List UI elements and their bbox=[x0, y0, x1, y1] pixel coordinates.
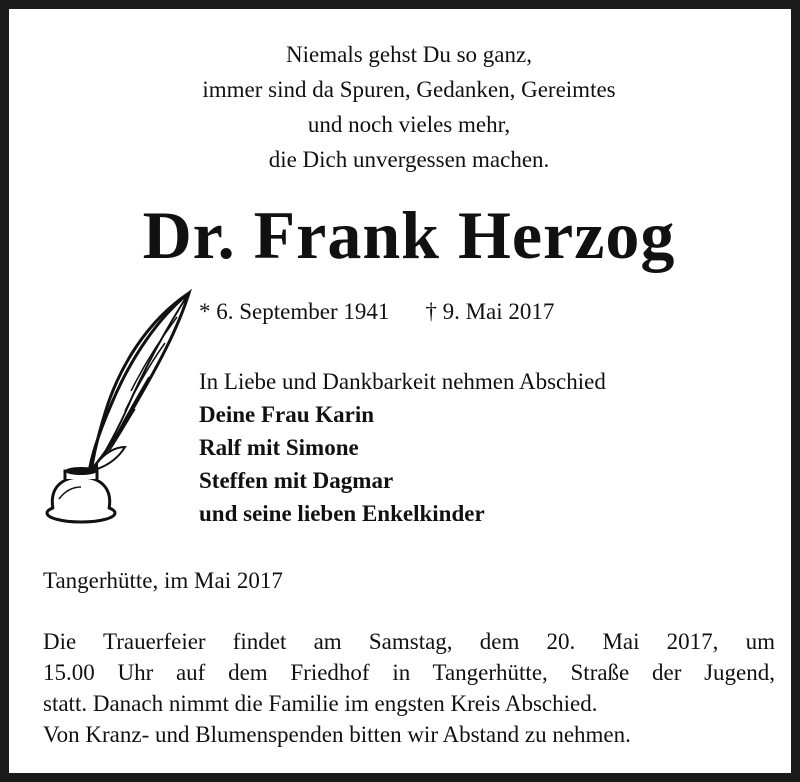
notice-line: 15.00 Uhr auf dem Friedhof in Tangerhütte, Straße der Jugend, bbox=[43, 660, 775, 685]
birth-date: * 6. September 1941 bbox=[199, 299, 390, 324]
notice-line: Von Kranz- und Blumenspenden bitten wir Abstand zu nehmen. bbox=[43, 722, 631, 747]
place-date: Tangerhütte, im Mai 2017 bbox=[43, 568, 283, 593]
poem-line: die Dich unvergessen machen. bbox=[268, 147, 550, 172]
mourner-name: Deine Frau Karin bbox=[199, 402, 375, 427]
poem-line: immer sind da Spuren, Gedanken, Gereimtes bbox=[202, 77, 616, 102]
life-dates bbox=[199, 297, 554, 327]
mourner-name: Ralf mit Simone bbox=[199, 435, 359, 460]
mourner-name: und seine lieben Enkelkinder bbox=[199, 501, 485, 526]
mourner-name: Steffen mit Dagmar bbox=[199, 468, 394, 493]
notice-line: Die Trauerfeier findet am Samstag, dem 20. Mai 2017, um bbox=[43, 629, 775, 654]
poem-line: und noch vieles mehr, bbox=[307, 112, 511, 137]
mourners bbox=[199, 365, 606, 530]
mourners-intro: In Liebe und Dankbarkeit nehmen Abschied bbox=[199, 369, 606, 394]
poem-line: Niemals gehst Du so ganz, bbox=[286, 42, 532, 67]
deceased-name: Dr. Frank Herzog bbox=[142, 197, 676, 273]
quill-inkwell-icon bbox=[39, 287, 209, 527]
notice-line: statt. Danach nimmt die Familie im engsten Kreis Abschied. bbox=[43, 691, 598, 716]
death-date: † 9. Mai 2017 bbox=[425, 299, 555, 324]
poem bbox=[9, 37, 800, 177]
funeral-notice bbox=[43, 626, 775, 750]
